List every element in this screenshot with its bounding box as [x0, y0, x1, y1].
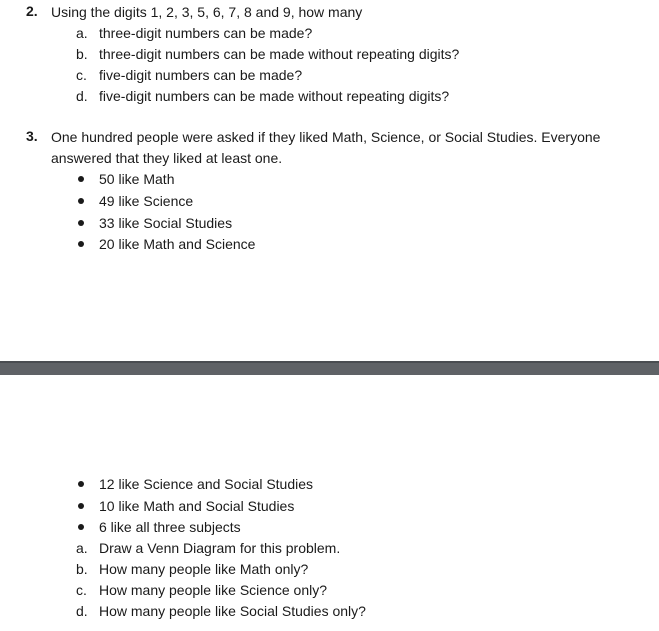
- bullet-icon: [78, 524, 84, 530]
- bullet-icon: [78, 198, 84, 204]
- q2-part-letter: a.: [76, 25, 88, 41]
- q3-part-letter: a.: [76, 540, 88, 556]
- bullet-item: 6 like all three subjects: [99, 519, 241, 535]
- bullet-item: 12 like Science and Social Studies: [99, 476, 314, 492]
- page-break-divider: [0, 361, 659, 375]
- q3-part-text: How many people like Social Studies only?: [99, 603, 366, 619]
- q3-part-text: How many people like Science only?: [99, 582, 328, 598]
- bullet-item: 20 like Math and Science: [99, 236, 256, 252]
- q2-part-letter: b.: [76, 46, 88, 62]
- bullet-icon: [78, 503, 84, 509]
- bullet-item: 50 like Math: [99, 171, 175, 187]
- bullet-icon: [78, 220, 84, 226]
- q3-part-text: Draw a Venn Diagram for this problem.: [99, 540, 341, 556]
- q2-part-text: five-digit numbers can be made without repeating digits?: [99, 88, 450, 104]
- question-3-stem-line-2: answered that they liked at least one.: [51, 150, 283, 166]
- question-3-stem-line-1: One hundred people were asked if they liked Math, Science, or Social Studies. Everyone: [51, 129, 601, 145]
- bullet-item: 33 like Social Studies: [99, 215, 233, 231]
- q2-part-letter: d.: [76, 88, 88, 104]
- q2-part-letter: c.: [76, 67, 87, 83]
- question-3-number: 3.: [26, 128, 38, 144]
- bullet-icon: [78, 481, 84, 487]
- question-2-stem: Using the digits 1, 2, 3, 5, 6, 7, 8 and 9, how many: [51, 4, 363, 20]
- question-2-number: 2.: [26, 3, 38, 19]
- q2-part-text: three-digit numbers can be made without repeating digits?: [99, 46, 460, 62]
- q3-part-letter: b.: [76, 561, 88, 577]
- bullet-icon: [78, 241, 84, 247]
- bullet-item: 10 like Math and Social Studies: [99, 498, 295, 514]
- q2-part-text: five-digit numbers can be made?: [99, 67, 303, 83]
- q3-part-letter: d.: [76, 603, 88, 619]
- bullet-item: 49 like Science: [99, 193, 194, 209]
- q3-part-text: How many people like Math only?: [99, 561, 309, 577]
- q2-part-text: three-digit numbers can be made?: [99, 25, 313, 41]
- q3-part-letter: c.: [76, 582, 87, 598]
- bullet-icon: [78, 176, 84, 182]
